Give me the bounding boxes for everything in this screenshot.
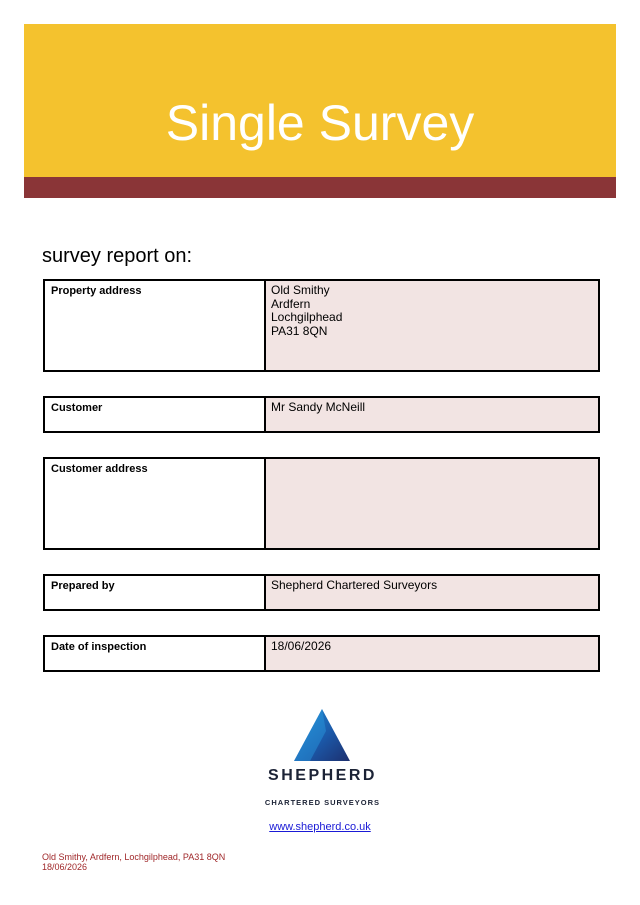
address-line: Lochgilphead xyxy=(271,310,343,324)
shepherd-logo xyxy=(260,707,385,812)
logo-tagline: CHARTERED SURVEYORS xyxy=(264,798,381,807)
customer-address-value xyxy=(266,459,598,548)
prepared-by-value: Shepherd Chartered Surveyors xyxy=(266,576,598,609)
date-of-inspection-label: Date of inspection xyxy=(45,637,266,670)
website-link[interactable]: www.shepherd.co.uk xyxy=(269,821,371,833)
date-of-inspection-value: 18/06/2026 xyxy=(266,637,598,670)
footer-date: 18/06/2026 xyxy=(42,862,88,872)
property-address-row xyxy=(43,279,600,372)
date-of-inspection-row xyxy=(43,635,600,672)
customer-label: Customer xyxy=(45,398,266,431)
address-line: Old Smithy xyxy=(271,283,330,297)
triangle-logo-icon xyxy=(260,707,385,765)
report-subtitle: survey report on: xyxy=(42,245,193,267)
banner-stripe xyxy=(24,177,616,198)
title-banner xyxy=(24,24,616,177)
customer-row xyxy=(43,396,600,433)
prepared-by-row xyxy=(43,574,600,611)
address-line: Ardfern xyxy=(271,296,311,311)
customer-address-label: Customer address xyxy=(45,459,266,548)
customer-address-row xyxy=(43,457,600,550)
customer-value: Mr Sandy McNeill xyxy=(266,398,598,431)
logo-wordmark: SHEPHERD xyxy=(268,767,377,784)
footer-address: Old Smithy, Ardfern, Lochgilphead, PA31 8QN xyxy=(42,852,226,862)
footer xyxy=(42,852,225,872)
page-title: Single Survey xyxy=(165,95,475,151)
address-line: PA31 8QN xyxy=(271,323,328,338)
property-address-value xyxy=(266,281,598,370)
prepared-by-label: Prepared by xyxy=(45,576,266,609)
property-address-label: Property address xyxy=(45,281,266,370)
